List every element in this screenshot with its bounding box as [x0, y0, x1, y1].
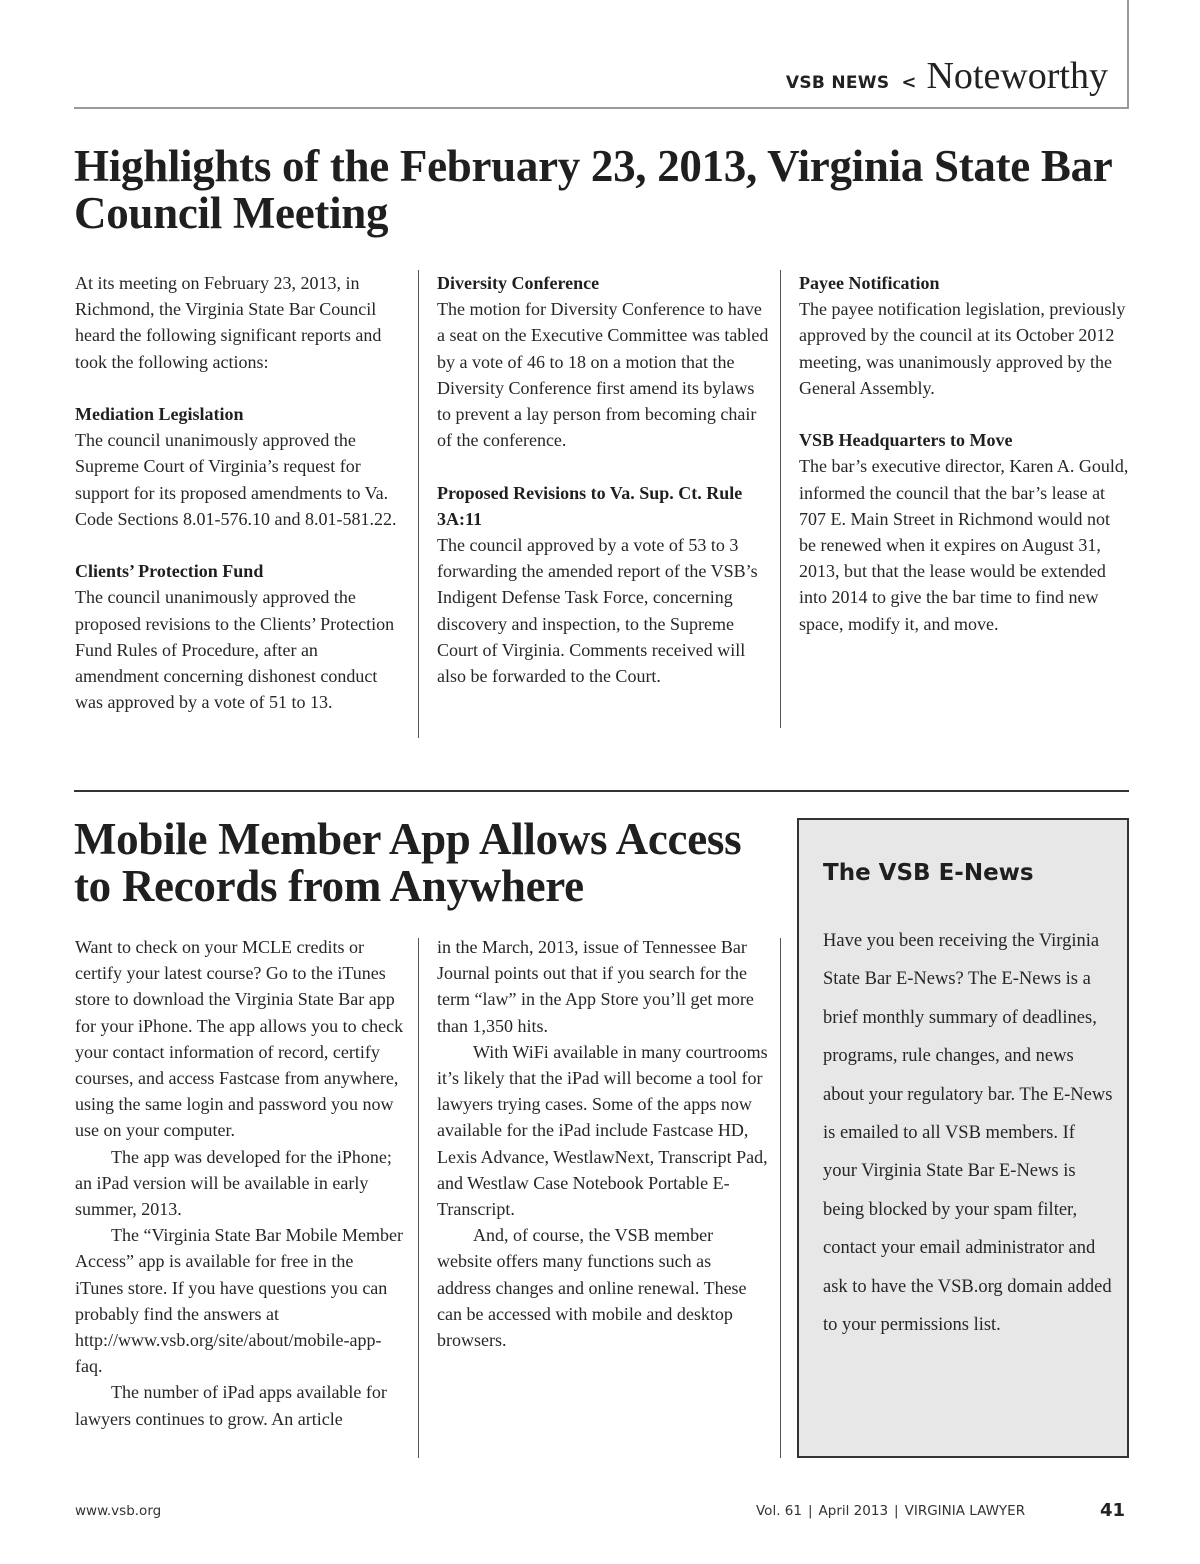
chevron-left-icon: <: [901, 72, 917, 93]
footer-url[interactable]: www.vsb.org: [75, 1503, 162, 1519]
article-paragraph: The “Virginia State Bar Mobile Member Access” app is available for free in the iTunes store. If you have questions you can probably find the answers at http://www.vsb.org/site/about/mobile-app-faq.: [75, 1225, 404, 1377]
section-heading: Mediation Legislation: [75, 404, 244, 424]
page-corner-rule: [1127, 0, 1129, 108]
column-divider: [418, 938, 419, 1458]
article-paragraph: With WiFi available in many courtrooms it’s likely that the iPad will become a tool for lawyers trying cases. Some of the apps now available for the iPad include Fastcase HD, Lexis Advance, WestlawNext, Transcript Pad, and Westlaw Case Notebook Portable E-Transcript.: [437, 1041, 768, 1220]
section-heading: Clients’ Protection Fund: [75, 561, 264, 582]
section-body: The motion for Diversity Conference to have a seat on the Executive Committee was tabled by a vote of 46 to 18 on a motion that the Diversity Conference first amend its bylaws to prevent a lay person from becoming chair of the conference.: [437, 299, 769, 451]
section-body: The council unanimously approved the Supreme Court of Virginia’s request for support for its proposed amendments to Va. Code Sections 8.01-576.10 and 8.01-581.22.: [75, 430, 397, 529]
section-heading: Payee Notification: [799, 273, 940, 293]
footer-info: [756, 1503, 1025, 1519]
footer-issue: April 2013: [818, 1503, 889, 1519]
article-1-title: Highlights of the February 23, 2013, Virginia State Bar Council Meeting: [74, 141, 1112, 238]
column-divider: [780, 938, 781, 1458]
section-heading: Proposed Revisions to Va. Sup. Ct. Rule 3A:11: [437, 482, 743, 529]
article-1-intro: At its meeting on February 23, 2013, in Richmond, the Virginia State Bar Council heard the following significant reports and took the following actions:: [75, 273, 382, 372]
section-heading: VSB Headquarters to Move: [799, 430, 1013, 451]
section-heading: Diversity Conference: [437, 273, 600, 293]
article-paragraph: in the March, 2013, issue of Tennessee Bar Journal points out that if you search for the term “law” in the App Store you’ll get more than 1,350 hits.: [437, 937, 754, 1036]
section-body: The council unanimously approved the proposed revisions to the Clients’ Protection Fund Rules of Procedure, after an amendment concerning dishonest conduct was approved by a vote of 51 to 13.: [75, 587, 395, 713]
footer-separator: |: [807, 1503, 813, 1519]
article-2-title: Mobile Member App Allows Access to Records from Anywhere: [74, 814, 742, 911]
article-2-column-2: [437, 934, 769, 1353]
page-number: 41: [1099, 1500, 1125, 1521]
footer-separator: |: [894, 1503, 899, 1519]
footer-publication: VIRGINIA LAWYER: [904, 1503, 1026, 1519]
section-rule: [74, 790, 1129, 792]
sidebar-body: Have you been receiving the Virginia State Bar E-News? The E-News is a brief monthly summary of deadlines, programs, rule changes, and news about your regulatory bar. The E-News is emailed to all VSB members. If your Virginia State Bar E-News is being blocked by your spam filter, contact your email administrator and ask to have the VSB.org domain added to your permissions list.: [823, 931, 1113, 1336]
section-label: VSB NEWS: [785, 73, 890, 93]
article-paragraph: Want to check on your MCLE credits or certify your latest course? Go to the iTunes store to download the Virginia State Bar app for your iPhone. The app allows you to check your contact information of record, certify courses, and access Fastcase from anywhere, using the same login and password you now use on your computer.: [75, 937, 404, 1141]
section-body: The bar’s executive director, Karen A. Gould, informed the council that the bar’s lease at 707 E. Main Street in Richmond would not be renewed when it expires on August 31, 2013, but that the lease would be extended into 2014 to give the bar time to find new space, modify it, and move.: [799, 456, 1129, 634]
article-paragraph: The app was developed for the iPhone; an iPad version will be available in early summer, 2013.: [75, 1146, 392, 1220]
article-paragraph: The number of iPad apps available for lawyers continues to grow. An article: [75, 1382, 387, 1429]
article-paragraph: And, of course, the VSB member website offers many functions such as address changes and online renewal. These can be accessed with mobile and desktop browsers.: [437, 1225, 747, 1351]
section-body: The council approved by a vote of 53 to 3 forwarding the amended report of the VSB’s Indigent Defense Task Force, concerning discovery and inspection, to the Supreme Court of Virginia. Comments received will also be forwarded to the Court.: [437, 535, 758, 687]
section-name: Noteworthy: [926, 55, 1108, 97]
column-divider: [418, 270, 419, 738]
section-body: The payee notification legislation, previously approved by the council at its October 2012 meeting, was unanimously approved by the General Assembly.: [799, 299, 1126, 398]
footer-volume: Vol. 61: [756, 1503, 802, 1519]
sidebar-title: The VSB E-News: [823, 860, 1034, 886]
article-1-column-2: [437, 270, 769, 689]
article-1-column-1: [75, 270, 405, 715]
enews-sidebar: [797, 818, 1129, 1458]
article-2-column-1: [75, 934, 405, 1432]
column-divider: [780, 270, 781, 728]
header-rule: [74, 107, 1129, 109]
article-1-column-3: [799, 270, 1131, 637]
running-head: [786, 54, 1108, 104]
